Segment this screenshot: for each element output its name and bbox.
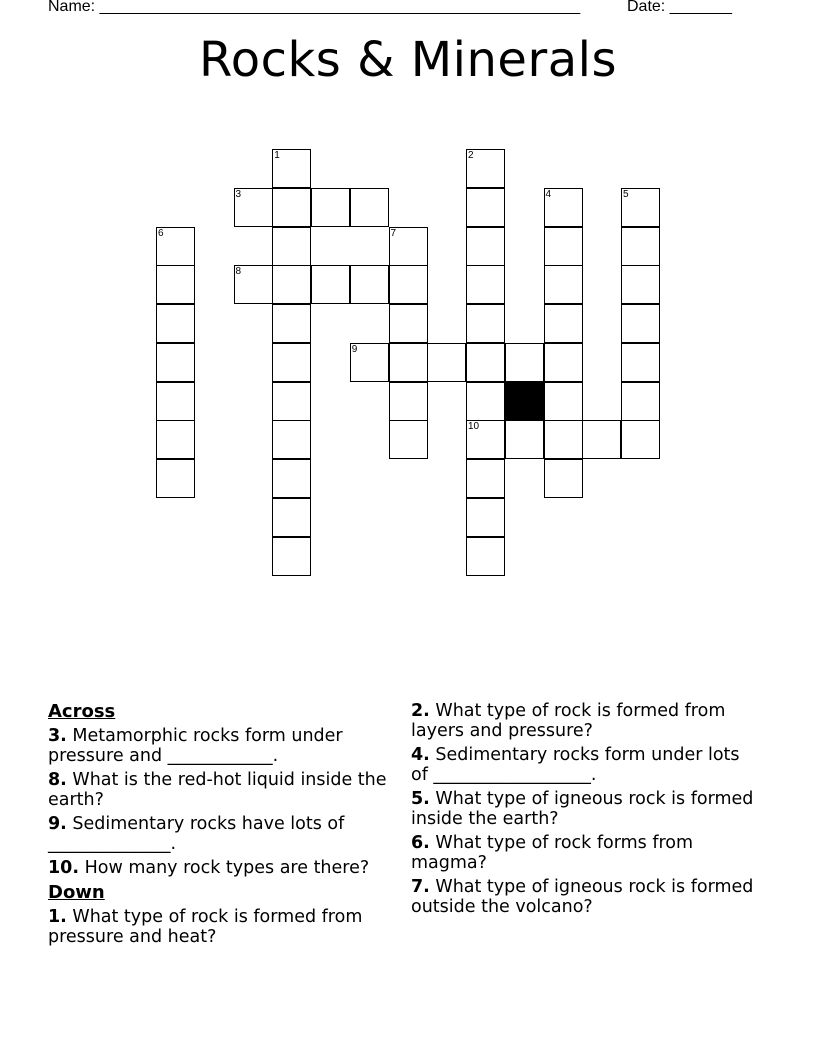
grid-cell[interactable]	[156, 304, 195, 343]
grid-cell[interactable]	[621, 343, 660, 382]
grid-cell[interactable]	[544, 343, 583, 382]
grid-cell[interactable]	[156, 343, 195, 382]
clue-number-label: 5	[623, 188, 629, 200]
grid-cell[interactable]	[505, 343, 544, 382]
grid-cell[interactable]	[621, 265, 660, 304]
clue-number-label: 10	[468, 421, 480, 433]
clue-number: 9.	[48, 814, 67, 834]
clue-text: What is the red-hot liquid inside the earth?	[48, 770, 387, 810]
grid-cell[interactable]	[389, 382, 428, 421]
grid-cell[interactable]	[311, 188, 350, 227]
grid-cell[interactable]	[466, 188, 505, 227]
grid-cell[interactable]	[544, 265, 583, 304]
grid-cell[interactable]	[272, 420, 311, 459]
grid-cell[interactable]	[389, 343, 428, 382]
grid-cell[interactable]	[466, 459, 505, 498]
grid-cell[interactable]	[466, 420, 505, 459]
clue-text: What type of igneous rock is formed inside the earth?	[411, 789, 754, 829]
grid-cell[interactable]	[156, 227, 195, 266]
grid-cell[interactable]	[350, 188, 389, 227]
grid-cell[interactable]	[621, 420, 660, 459]
clue-text: What type of rock forms from magma?	[411, 833, 694, 873]
clue-number: 7.	[411, 877, 430, 897]
grid-cell[interactable]	[505, 420, 544, 459]
grid-cell[interactable]	[272, 498, 311, 537]
clue-across-3	[48, 726, 393, 766]
name-field[interactable]: Name: ______________________________________________________	[48, 0, 581, 15]
across-heading: Across	[48, 701, 116, 722]
grid-cell[interactable]	[544, 188, 583, 227]
grid-cell[interactable]	[272, 459, 311, 498]
grid-cell[interactable]	[466, 265, 505, 304]
grid-cell[interactable]	[272, 265, 311, 304]
clue-down-5	[411, 789, 756, 829]
clue-number-label: 7	[390, 227, 397, 239]
grid-cell[interactable]	[234, 188, 273, 227]
grid-cell[interactable]	[466, 382, 505, 421]
grid-cell[interactable]	[389, 304, 428, 343]
clue-text: Sedimentary rocks form under lots of __________________.	[411, 745, 740, 785]
clue-across-8	[48, 770, 393, 810]
clue-number: 8.	[48, 770, 67, 790]
grid-cell[interactable]	[466, 343, 505, 382]
grid-cell[interactable]	[272, 343, 311, 382]
clue-down-4	[411, 745, 756, 785]
clue-number: 6.	[411, 833, 430, 853]
clue-number: 5.	[411, 789, 430, 809]
date-field[interactable]: Date: _______	[627, 0, 732, 15]
clues-right-column	[411, 701, 756, 921]
clue-number: 2.	[411, 701, 430, 721]
grid-cell[interactable]	[234, 265, 273, 304]
grid-cell[interactable]	[156, 382, 195, 421]
clue-number-label: 2	[468, 150, 474, 161]
grid-block	[505, 382, 544, 421]
clue-number: 4.	[411, 745, 430, 765]
grid-cell[interactable]	[350, 343, 389, 382]
clues-left-column	[48, 701, 393, 951]
clue-number: 1.	[48, 907, 67, 927]
grid-cell[interactable]	[466, 304, 505, 343]
grid-cell[interactable]	[272, 537, 311, 576]
grid-cell[interactable]	[544, 459, 583, 498]
grid-cell[interactable]	[621, 382, 660, 421]
grid-cell[interactable]	[156, 459, 195, 498]
grid-cell[interactable]	[466, 498, 505, 537]
grid-cell[interactable]	[466, 537, 505, 576]
clue-number-label: 3	[235, 188, 242, 200]
grid-cell[interactable]	[466, 227, 505, 266]
grid-cell[interactable]	[389, 420, 428, 459]
grid-cell[interactable]	[544, 304, 583, 343]
clue-number-label: 4	[545, 188, 552, 200]
grid-cell[interactable]	[272, 304, 311, 343]
clue-text: What type of rock is formed from pressure and heat?	[48, 907, 363, 947]
grid-cell[interactable]	[350, 265, 389, 304]
grid-cell[interactable]	[466, 149, 505, 188]
clue-down-6	[411, 833, 756, 873]
grid-cell[interactable]	[389, 265, 428, 304]
grid-cell[interactable]	[544, 420, 583, 459]
clue-number-label: 8	[235, 266, 242, 278]
grid-cell[interactable]	[544, 382, 583, 421]
clue-down-7	[411, 877, 756, 917]
clue-down-2	[411, 701, 756, 741]
clue-number: 3.	[48, 726, 67, 746]
grid-cell[interactable]	[621, 188, 660, 227]
clue-text: Metamorphic rocks form under pressure and ____________.	[48, 726, 343, 766]
grid-cell[interactable]	[272, 149, 311, 188]
down-heading: Down	[48, 882, 105, 903]
grid-cell[interactable]	[544, 227, 583, 266]
grid-cell[interactable]	[272, 382, 311, 421]
grid-cell[interactable]	[427, 343, 466, 382]
clue-number-label: 1	[274, 150, 280, 161]
grid-cell[interactable]	[311, 265, 350, 304]
grid-cell[interactable]	[582, 420, 621, 459]
clue-across-10	[48, 858, 393, 878]
grid-cell[interactable]	[621, 304, 660, 343]
clue-number-label: 9	[351, 343, 358, 355]
clue-text: How many rock types are there?	[79, 858, 370, 878]
clue-down-1	[48, 907, 393, 947]
clue-across-9	[48, 814, 393, 854]
clue-number: 10.	[48, 858, 80, 878]
grid-cell[interactable]	[156, 420, 195, 459]
clue-number-label: 6	[158, 227, 164, 239]
page-title: Rocks & Minerals	[199, 32, 617, 88]
grid-cell[interactable]	[621, 227, 660, 266]
clue-text: What type of rock is formed from layers and pressure?	[411, 701, 726, 741]
clue-text: What type of igneous rock is formed outside the volcano?	[411, 877, 754, 917]
grid-cell[interactable]	[272, 188, 311, 227]
grid-cell[interactable]	[389, 227, 428, 266]
grid-cell[interactable]	[156, 265, 195, 304]
grid-cell[interactable]	[272, 227, 311, 266]
clue-text: Sedimentary rocks have lots of ______________.	[48, 814, 345, 854]
